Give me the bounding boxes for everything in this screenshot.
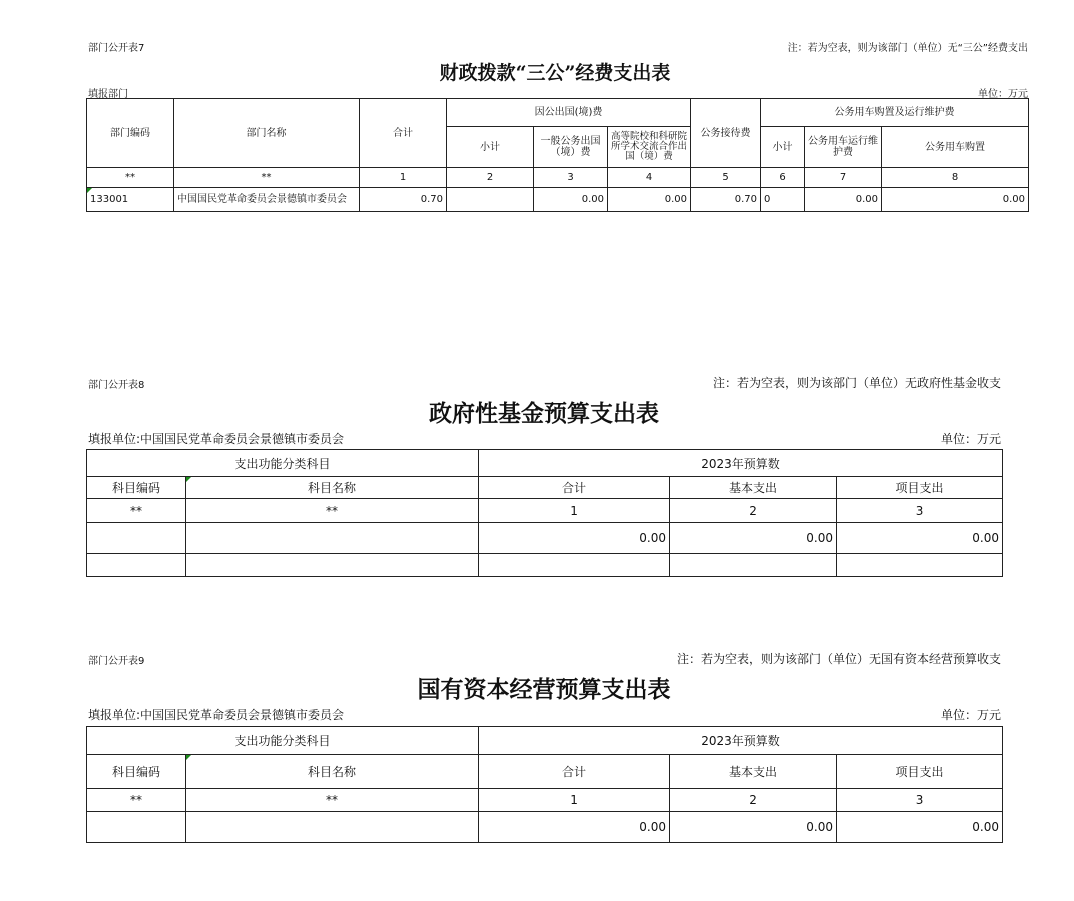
table-row	[87, 168, 1029, 188]
header-category: 支出功能分类科目	[87, 450, 479, 477]
project-cell: 0.00	[837, 812, 1003, 843]
dept-code-cell: 133001	[87, 188, 174, 212]
table9-title: 国有资本经营预算支出表	[417, 676, 671, 703]
index-cell: **	[87, 168, 174, 188]
table7-unit: 单位：万元	[978, 89, 1028, 100]
header-basic: 基本支出	[670, 477, 837, 499]
dept-name-cell: 中国国民党革命委员会景德镇市委员会	[174, 188, 360, 212]
table9-unit-label: 填报单位:中国国民党革命委员会景德镇市委员会	[88, 708, 345, 722]
header-abroad-univ: 高等院校和科研院所学术交流合作出国（境）费	[608, 127, 691, 168]
total-cell: 0.00	[479, 812, 670, 843]
abroad-general-cell: 0.00	[534, 188, 608, 212]
table8-code: 部门公开表8	[88, 380, 145, 391]
subject-name-cell	[186, 812, 479, 843]
header-total: 合计	[479, 477, 670, 499]
table8-note: 注：若为空表，则为该部门（单位）无政府性基金收支	[712, 376, 1001, 390]
header-subject-name: 科目名称	[186, 477, 479, 499]
header-budget: 2023年预算数	[479, 450, 1003, 477]
empty-cell	[186, 554, 479, 577]
table-row	[87, 812, 1003, 843]
table8-title: 政府性基金预算支出表	[429, 400, 659, 427]
header-subject-name: 科目名称	[186, 755, 479, 789]
table-row	[87, 499, 1003, 523]
index-cell: 2	[670, 499, 837, 523]
header-dept-code: 部门编码	[87, 99, 174, 168]
index-cell: 3	[837, 499, 1003, 523]
subject-code-cell	[87, 812, 186, 843]
table7-code: 部门公开表7	[88, 43, 145, 54]
index-cell: **	[87, 789, 186, 812]
header-vehicle-subtotal: 小计	[761, 127, 805, 168]
header-abroad: 因公出国(境)费	[447, 99, 691, 127]
header-vehicle-maint: 公务用车运行维护费	[805, 127, 882, 168]
header-basic: 基本支出	[670, 755, 837, 789]
table-row	[87, 554, 1003, 577]
header-vehicle-purchase: 公务用车购置	[882, 127, 1029, 168]
table7	[86, 98, 1029, 212]
header-category: 支出功能分类科目	[87, 727, 479, 755]
vehicle-subtotal-cell: 0	[761, 188, 805, 212]
empty-cell	[479, 554, 670, 577]
header-budget: 2023年预算数	[479, 727, 1003, 755]
index-cell: 8	[882, 168, 1029, 188]
table9-code: 部门公开表9	[88, 656, 145, 667]
header-abroad-subtotal: 小计	[447, 127, 534, 168]
table7-unit-label: 填报部门	[88, 89, 128, 100]
vehicle-purchase-cell: 0.00	[882, 188, 1029, 212]
header-subject-code: 科目编码	[87, 477, 186, 499]
index-cell: 1	[360, 168, 447, 188]
basic-cell: 0.00	[670, 812, 837, 843]
abroad-subtotal-cell	[447, 188, 534, 212]
index-cell: 7	[805, 168, 882, 188]
index-cell: 3	[837, 789, 1003, 812]
table-row	[87, 789, 1003, 812]
header-project: 项目支出	[837, 755, 1003, 789]
index-cell: **	[186, 499, 479, 523]
reception-cell: 0.70	[691, 188, 761, 212]
header-total: 合计	[479, 755, 670, 789]
table9-note: 注：若为空表，则为该部门（单位）无国有资本经营预算收支	[676, 652, 1001, 666]
subject-code-cell	[87, 523, 186, 554]
index-cell: **	[174, 168, 360, 188]
table9-unit: 单位：万元	[940, 708, 1001, 722]
project-cell: 0.00	[837, 523, 1003, 554]
header-vehicle: 公务用车购置及运行维护费	[761, 99, 1029, 127]
empty-cell	[87, 554, 186, 577]
table8-unit-label: 填报单位:中国国民党革命委员会景德镇市委员会	[88, 432, 345, 446]
index-cell: 5	[691, 168, 761, 188]
header-abroad-general: 一般公务出国（境）费	[534, 127, 608, 168]
table7-title: 财政拨款“三公”经费支出表	[439, 62, 671, 84]
index-cell: 2	[447, 168, 534, 188]
header-reception: 公务接待费	[691, 99, 761, 168]
table-row	[87, 188, 1029, 212]
table9	[86, 726, 1003, 843]
table8	[86, 449, 1003, 577]
table-row	[87, 523, 1003, 554]
abroad-univ-cell: 0.00	[608, 188, 691, 212]
header-dept-name: 部门名称	[174, 99, 360, 168]
empty-cell	[837, 554, 1003, 577]
index-cell: 1	[479, 499, 670, 523]
header-project: 项目支出	[837, 477, 1003, 499]
index-cell: **	[186, 789, 479, 812]
index-cell: **	[87, 499, 186, 523]
header-subject-code: 科目编码	[87, 755, 186, 789]
table7-note: 注：若为空表，则为该部门（单位）无“三公”经费支出	[787, 43, 1028, 54]
index-cell: 2	[670, 789, 837, 812]
header-total: 合计	[360, 99, 447, 168]
total-cell: 0.70	[360, 188, 447, 212]
index-cell: 4	[608, 168, 691, 188]
vehicle-maint-cell: 0.00	[805, 188, 882, 212]
empty-cell	[670, 554, 837, 577]
total-cell: 0.00	[479, 523, 670, 554]
basic-cell: 0.00	[670, 523, 837, 554]
index-cell: 6	[761, 168, 805, 188]
index-cell: 3	[534, 168, 608, 188]
subject-name-cell	[186, 523, 479, 554]
table8-unit: 单位：万元	[940, 432, 1001, 446]
index-cell: 1	[479, 789, 670, 812]
